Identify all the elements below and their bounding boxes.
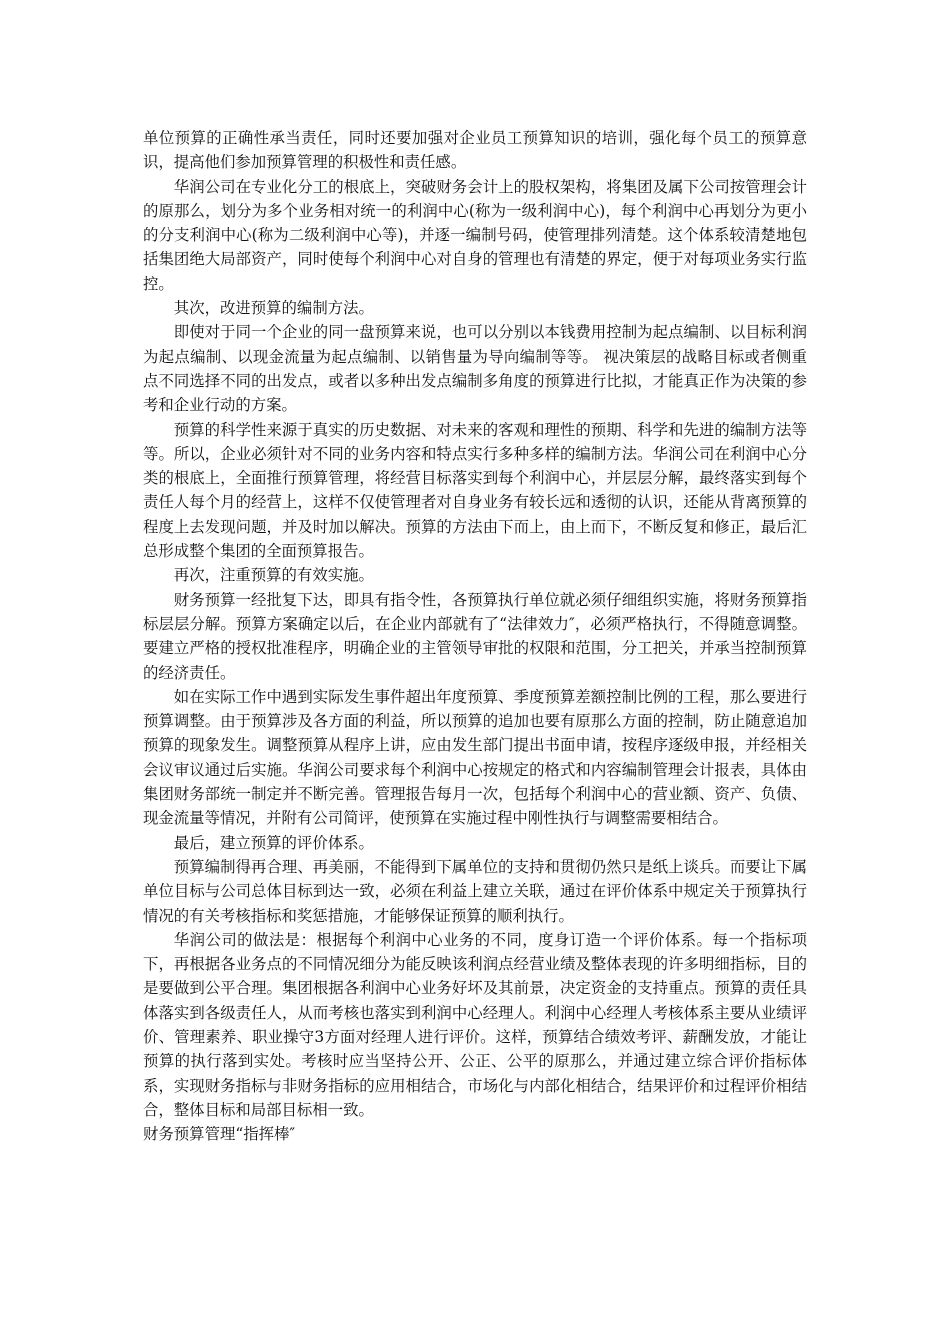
section-title: 财务预算管理“指挥棒″	[143, 1125, 296, 1144]
paragraph-5: 预算的科学性来源于真实的历史数据、对未来的客观和理性的预期、科学和先进的编制方法等等。所以，企业必须针对不同的业务内容和特点实行多种多样的编制方法。华润公司在利润中心分类的根底上，全面推行预算管理，将经营目标落实到每个利润中心，并层层分解，最终落实到每个责任人每个月的经营上，这样不仅使管理者对自身业务有较长远和透彻的认识，还能从背离预算的程度上去发现问题，并及时加以解决。预算的方法由下而上，由上而下，不断反复和修正，最后汇总形成整个集团的全面预算报告。	[143, 420, 807, 561]
paragraph-8: 如在实际工作中遇到实际发生事件超出年度预算、季度预算差额控制比例的工程，那么要进行预算调整。由于预算涉及各方面的利益，所以预算的追加也要有原那么方面的控制，防止随意追加预算的现象发生。调整预算从程序上讲，应由发生部门提出书面申请，按程序逐级申报，并经相关会议审议通过后实施。华润公司要求每个利润中心按规定的格式和内容编制管理会计报表，具体由集团财务部统一制定并不断完善。管理报告每月一次，包括每个利润中心的营业额、资产、负债、现金流量等情况，并附有公司简评，使预算在实施过程中刚性执行与调整需要相结合。	[143, 687, 807, 828]
paragraph-7: 财务预算一经批复下达，即具有指令性，各预算执行单位就必须仔细组织实施，将财务预算指标层层分解。预算方案确定以后，在企业内部就有了“法律效力″，必须严格执行，不得随意调整。要建立严格的授权批准程序，明确企业的主管领导审批的权限和范围，分工把关，并承当控制预算的经济责任。	[143, 590, 807, 682]
paragraph-6: 再次，注重预算的有效实施。	[173, 566, 374, 585]
paragraph-2: 华润公司在专业化分工的根底上，突破财务会计上的股权架构，将集团及属下公司按管理会计的原那么，划分为多个业务相对统一的利润中心(称为一级利润中心)，每个利润中心再划分为更小的分支利润中心(称为二级利润中心等)，并逐一编制号码，使管理排列清楚。这个体系较清楚地包括集团绝大局部资产，同时使每个利润中心对自身的管理也有清楚的界定，便于对每项业务实行监控。	[143, 177, 807, 293]
paragraph-4: 即使对于同一个企业的同一盘预算来说，也可以分别以本钱费用控制为起点编制、以目标利润为起点编制、以现金流量为起点编制、以销售量为导向编制等等。 视决策层的战略目标或者侧重点不同选择不同的出发点，或者以多种出发点编制多角度的预算进行比拟，才能真正作为决策的参考和企业行动的方案。	[143, 323, 807, 415]
document-body	[143, 126, 807, 1146]
paragraph-9: 最后，建立预算的评价体系。	[173, 833, 374, 852]
paragraph-3: 其次，改进预算的编制方法。	[173, 299, 374, 318]
paragraph-10: 预算编制得再合理、再美丽，不能得到下属单位的支持和贯彻仍然只是纸上谈兵。而要让下属单位目标与公司总体目标到达一致，必须在利益上建立关联，通过在评价体系中规定关于预算执行情况的有关考核指标和奖惩措施，才能够保证预算的顺利执行。	[143, 857, 807, 925]
paragraph-11: 华润公司的做法是：根据每个利润中心业务的不同，度身订造一个评价体系。每一个指标项下，再根据各业务点的不同情况细分为能反映该利润点经营业绩及整体表现的许多明细指标，目的是要做到公平合理。集团根据各利润中心业务好坏及其前景，决定资金的支持重点。预算的责任具体落实到各级责任人，从而考核也落实到利润中心经理人。利润中心经理人考核体系主要从业绩评价、管理素养、职业操守3方面对经理人进行评价。这样，预算结合绩效考评、薪酬发放，才能让预算的执行落到实处。考核时应当坚持公开、公正、公平的原那么，并通过建立综合评价指标体系，实现财务指标与非财务指标的应用相结合，市场化与内部化相结合，结果评价和过程评价相结合，整体目标和局部目标相一致。	[143, 930, 807, 1119]
paragraph-1: 单位预算的正确性承当责任，同时还要加强对企业员工预算知识的培训，强化每个员工的预算意识，提高他们参加预算管理的积极性和责任感。	[143, 129, 807, 172]
